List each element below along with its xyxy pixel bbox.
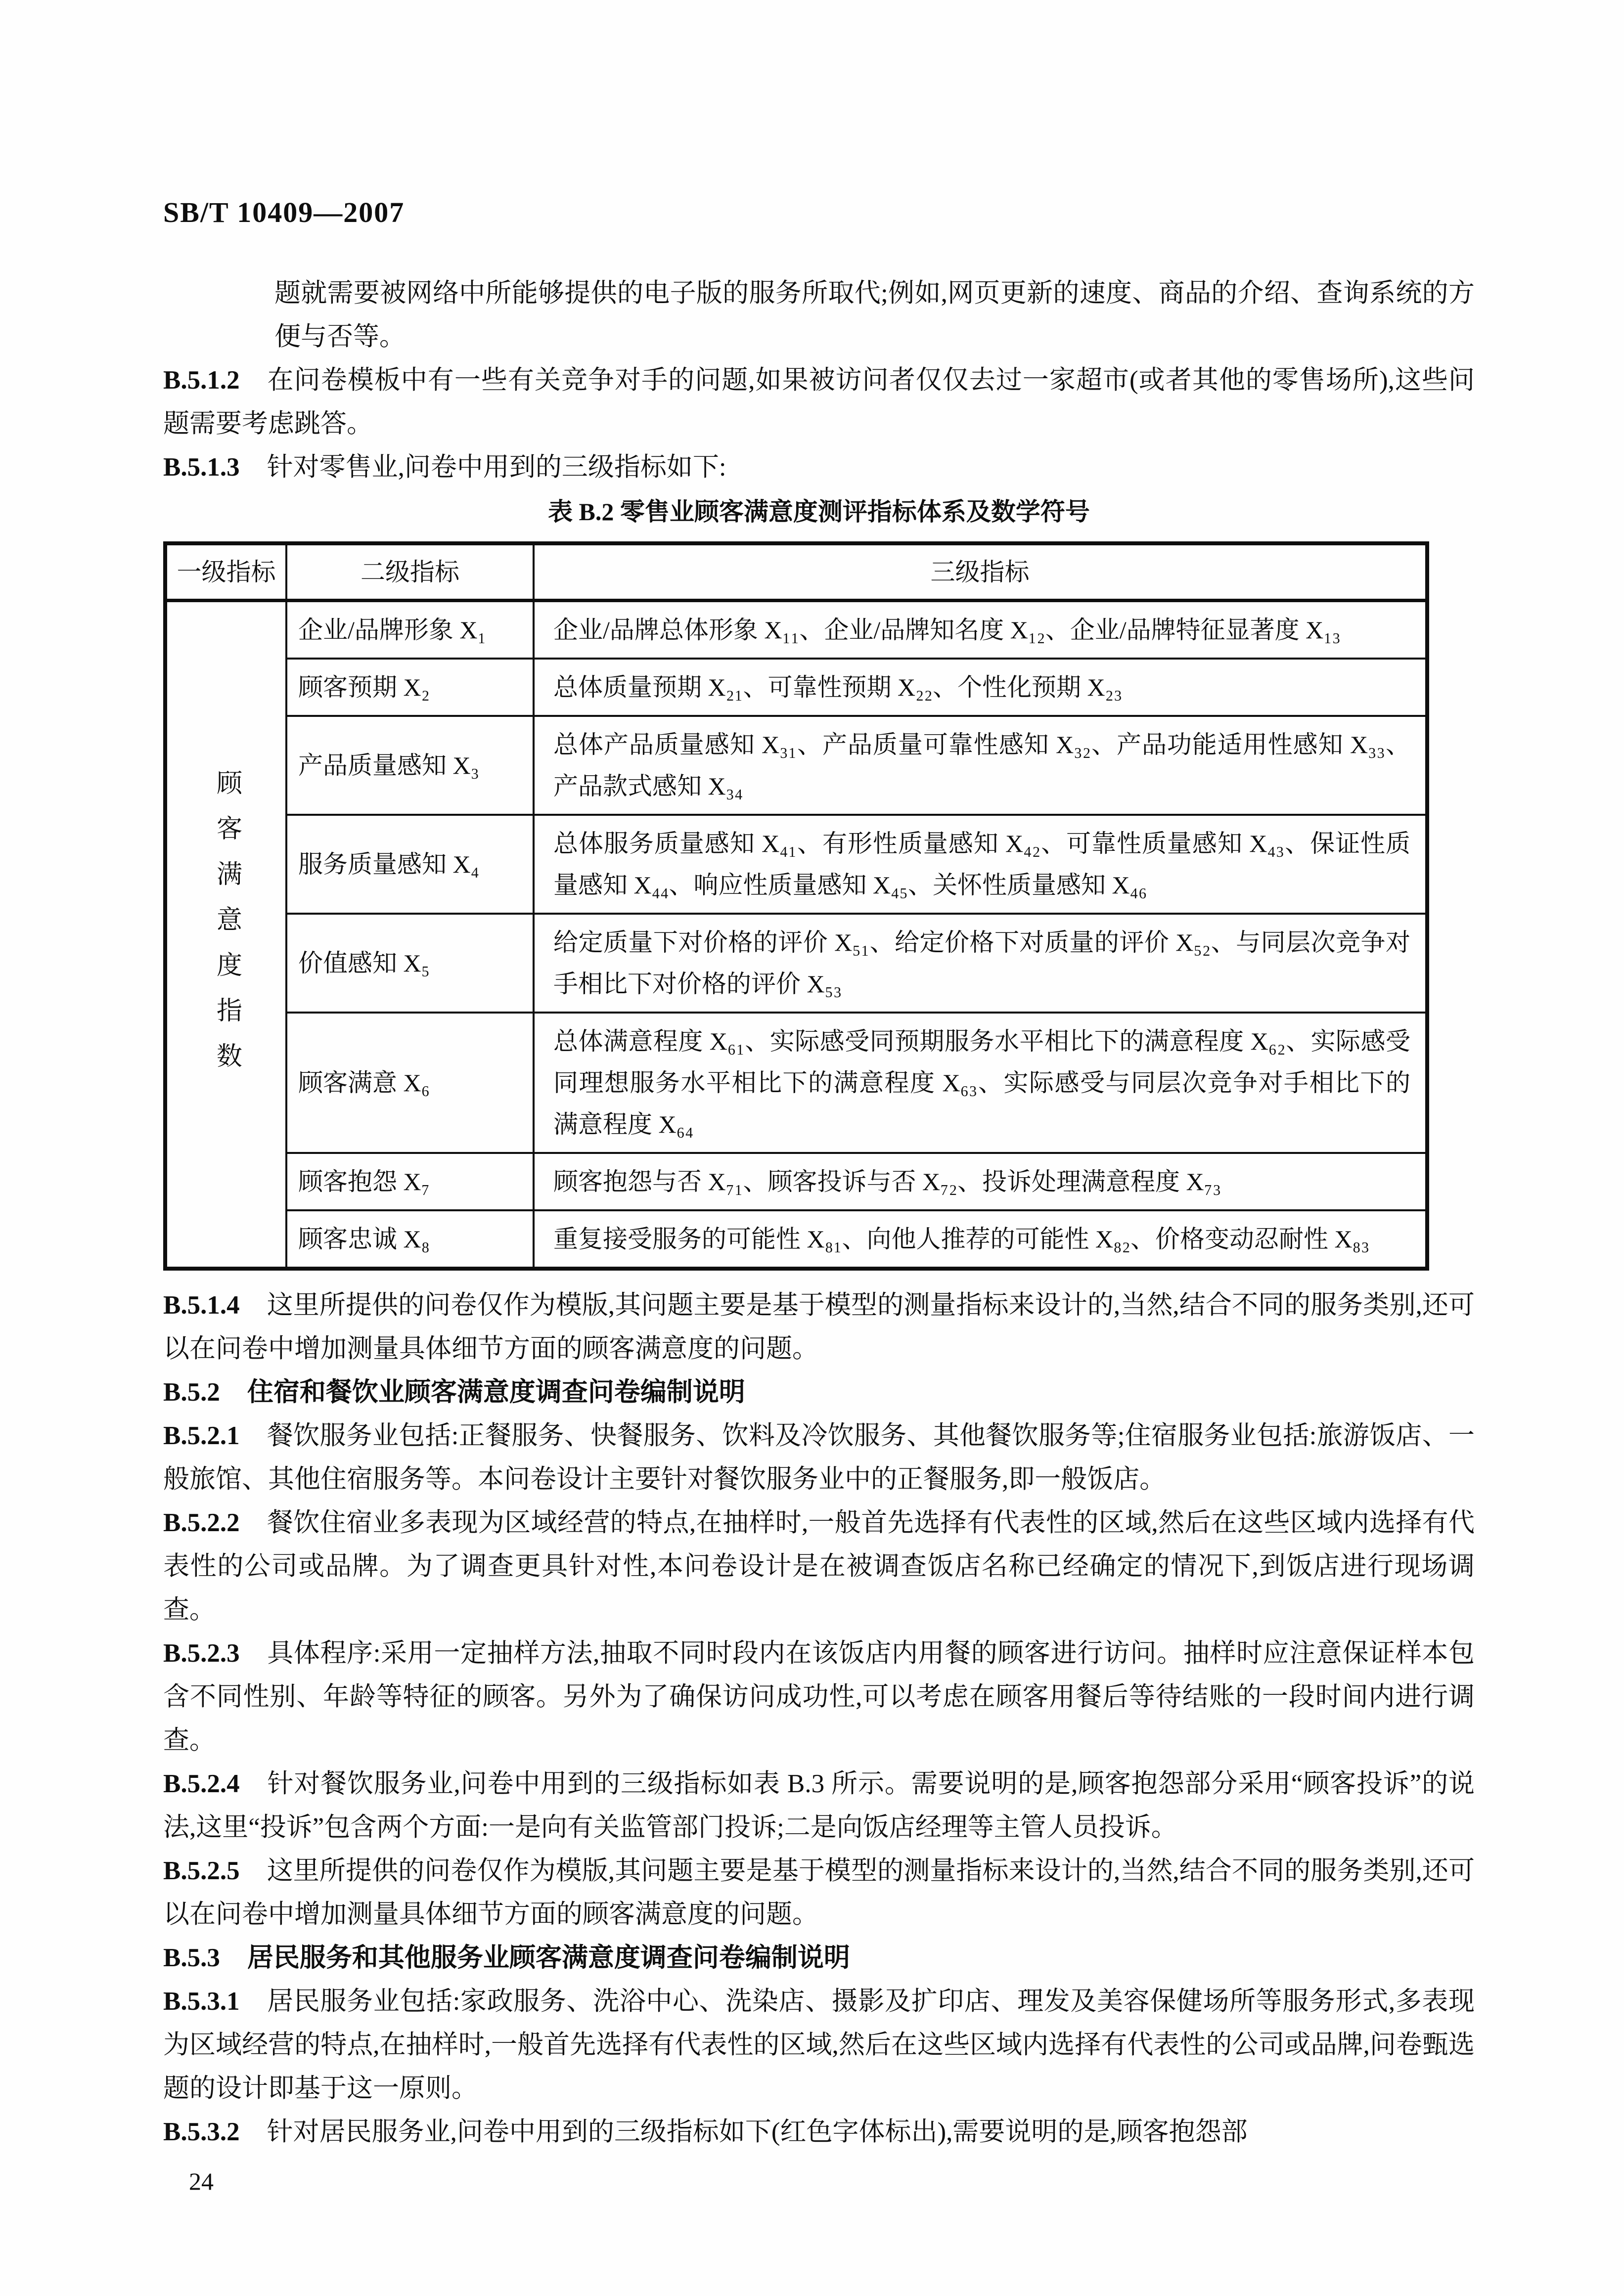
body-text — [163, 271, 1475, 2203]
section-b52-title: 住宿和餐饮业顾客满意度调查问卷编制说明 — [247, 1378, 745, 1407]
paragraph-continuation — [163, 271, 1475, 358]
section-b53-heading — [163, 1936, 1475, 1980]
clause-b532 — [163, 2110, 1475, 2154]
level1-cell — [165, 601, 286, 1269]
level3-cell: 总体满意程度 X₆₁、实际感受同预期服务水平相比下的满意程度 X₆₂、实际感受同理想服务水平相比下的满意程度 X₆₃、实际感受与同层次竞争对手相比下的满意程度 X₆₄ — [534, 1013, 1427, 1153]
level3-cell: 顾客抱怨与否 X₇₁、顾客投诉与否 X₇₂、投诉处理满意程度 X₇₃ — [534, 1153, 1427, 1210]
page-content — [163, 195, 1475, 2203]
clause-b521-text: 餐饮服务业包括:正餐服务、快餐服务、饮料及冷饮服务、其他餐饮服务等;住宿服务业包括:旅游饭店、一般旅馆、其他住宿服务等。本问卷设计主要针对餐饮服务业中的正餐服务,即一般饭店。 — [163, 1421, 1475, 1494]
clause-b514-text: 这里所提供的问卷仅作为模版,其问题主要是基于模型的测量指标来设计的,当然,结合不同的服务类别,还可以在问卷中增加测量具体细节方面的顾客满意度的问题。 — [163, 1291, 1475, 1363]
level3-cell: 总体服务质量感知 X₄₁、有形性质量感知 X₄₂、可靠性质量感知 X₄₃、保证性质量感知 X₄₄、响应性质量感知 X₄₅、关怀性质量感知 X₄₆ — [534, 815, 1427, 914]
clause-b532-label: B.5.3.2 — [163, 2118, 240, 2146]
level2-cell: 企业/品牌形象 X₁ — [286, 601, 534, 659]
table-row — [165, 1153, 1427, 1210]
table-row — [165, 659, 1427, 716]
level2-cell: 顾客满意 X₆ — [286, 1013, 534, 1153]
level3-cell: 给定质量下对价格的评价 X₅₁、给定价格下对质量的评价 X₅₂、与同层次竞争对手相比下对价格的评价 X₅₃ — [534, 914, 1427, 1013]
clause-b512 — [163, 358, 1475, 445]
clause-b524-text: 针对餐饮服务业,问卷中用到的三级指标如表 B.3 所示。需要说明的是,顾客抱怨部分采用“顾客投诉”的说法,这里“投诉”包含两个方面:一是向有关监管部门投诉;二是向饭店经理等主管人员投诉。 — [163, 1769, 1475, 1842]
clause-b523-text: 具体程序:采用一定抽样方法,抽取不同时段内在该饭店内用餐的顾客进行访问。抽样时应注意保证样本包含不同性别、年龄等特征的顾客。另外为了确保访问成功性,可以考虑在顾客用餐后等待结账的一段时间内进行调查。 — [163, 1639, 1475, 1755]
table-row — [165, 914, 1427, 1013]
clause-b512-text: 在问卷模板中有一些有关竞争对手的问题,如果被访问者仅仅去过一家超市(或者其他的零售场所),这些问题需要考虑跳答。 — [163, 366, 1475, 438]
header-level1: 一级指标 — [165, 543, 286, 601]
clause-b531 — [163, 1980, 1475, 2110]
table-row — [165, 601, 1427, 659]
clause-b513 — [163, 445, 1475, 489]
clause-b514-label: B.5.1.4 — [163, 1291, 240, 1320]
table-row — [165, 1210, 1427, 1269]
section-b52-heading — [163, 1370, 1475, 1414]
clause-b524 — [163, 1762, 1475, 1849]
table-row — [165, 716, 1427, 815]
clause-b531-text: 居民服务业包括:家政服务、洗浴中心、洗染店、摄影及扩印店、理发及美容保健场所等服务形式,多表现为区域经营的特点,在抽样时,一般首先选择有代表性的区域,然后在这些区域内选择有代表性的公司或品牌,问卷甄选题的设计即基于这一原则。 — [163, 1987, 1475, 2103]
level2-cell: 顾客预期 X₂ — [286, 659, 534, 716]
clause-b513-text: 针对零售业,问卷中用到的三级指标如下: — [267, 453, 726, 482]
paragraph-continuation-text: 题就需要被网络中所能够提供的电子版的服务所取代;例如,网页更新的速度、商品的介绍、查询系统的方便与否等。 — [274, 279, 1475, 351]
clause-b512-label: B.5.1.2 — [163, 366, 240, 395]
level2-cell: 价值感知 X₅ — [286, 914, 534, 1013]
clause-b522-text: 餐饮住宿业多表现为区域经营的特点,在抽样时,一般首先选择有代表性的区域,然后在这些区域内选择有代表性的公司或品牌。为了调查更具针对性,本问卷设计是在被调查饭店名称已经确定的情况下,到饭店进行现场调查。 — [163, 1508, 1475, 1624]
indicator-table — [163, 541, 1429, 1271]
clause-b531-label: B.5.3.1 — [163, 1987, 240, 2016]
clause-b513-label: B.5.1.3 — [163, 453, 240, 482]
clause-b522 — [163, 1501, 1475, 1632]
page-number: 24 — [189, 2167, 214, 2195]
clause-b525-text: 这里所提供的问卷仅作为模版,其问题主要是基于模型的测量指标来设计的,当然,结合不同的服务类别,还可以在问卷中增加测量具体细节方面的顾客满意度的问题。 — [163, 1856, 1475, 1929]
level3-cell: 重复接受服务的可能性 X₈₁、向他人推荐的可能性 X₈₂、价格变动忍耐性 X₈₃ — [534, 1210, 1427, 1269]
table-caption-text: 表 B.2 零售业顾客满意度测评指标体系及数学符号 — [548, 498, 1090, 526]
clause-b523 — [163, 1632, 1475, 1762]
table-row — [165, 1013, 1427, 1153]
section-b52-label: B.5.2 — [163, 1378, 220, 1407]
section-b53-title: 居民服务和其他服务业顾客满意度调查问卷编制说明 — [247, 1943, 850, 1972]
table-header-row — [165, 543, 1427, 601]
clause-b532-text: 针对居民服务业,问卷中用到的三级指标如下(红色字体标出),需要说明的是,顾客抱怨部 — [267, 2118, 1248, 2146]
level2-cell: 产品质量感知 X₃ — [286, 716, 534, 815]
level3-cell: 总体质量预期 X₂₁、可靠性预期 X₂₂、个性化预期 X₂₃ — [534, 659, 1427, 716]
header-level3: 三级指标 — [534, 543, 1427, 601]
clause-b522-label: B.5.2.2 — [163, 1508, 240, 1537]
level2-cell: 服务质量感知 X₄ — [286, 815, 534, 914]
clause-b523-label: B.5.2.3 — [163, 1639, 240, 1668]
clause-b524-label: B.5.2.4 — [163, 1769, 240, 1798]
level3-cell: 总体产品质量感知 X₃₁、产品质量可靠性感知 X₃₂、产品功能适用性感知 X₃₃、产品款式感知 X₃₄ — [534, 716, 1427, 815]
clause-b514 — [163, 1283, 1475, 1370]
clause-b525 — [163, 1849, 1475, 1936]
table-caption — [163, 490, 1475, 533]
standard-number: SB/T 10409—2007 — [163, 196, 405, 228]
clause-b525-label: B.5.2.5 — [163, 1856, 240, 1885]
level2-cell: 顾客忠诚 X₈ — [286, 1210, 534, 1269]
level2-cell: 顾客抱怨 X₇ — [286, 1153, 534, 1210]
clause-b521 — [163, 1414, 1475, 1501]
clause-b521-label: B.5.2.1 — [163, 1421, 240, 1450]
level1-vertical-text: 顾客满意度指数 — [212, 769, 241, 1088]
section-b53-label: B.5.3 — [163, 1943, 220, 1972]
table-row — [165, 815, 1427, 914]
level3-cell: 企业/品牌总体形象 X₁₁、企业/品牌知名度 X₁₂、企业/品牌特征显著度 X₁₃ — [534, 601, 1427, 659]
header-level2: 二级指标 — [286, 543, 534, 601]
